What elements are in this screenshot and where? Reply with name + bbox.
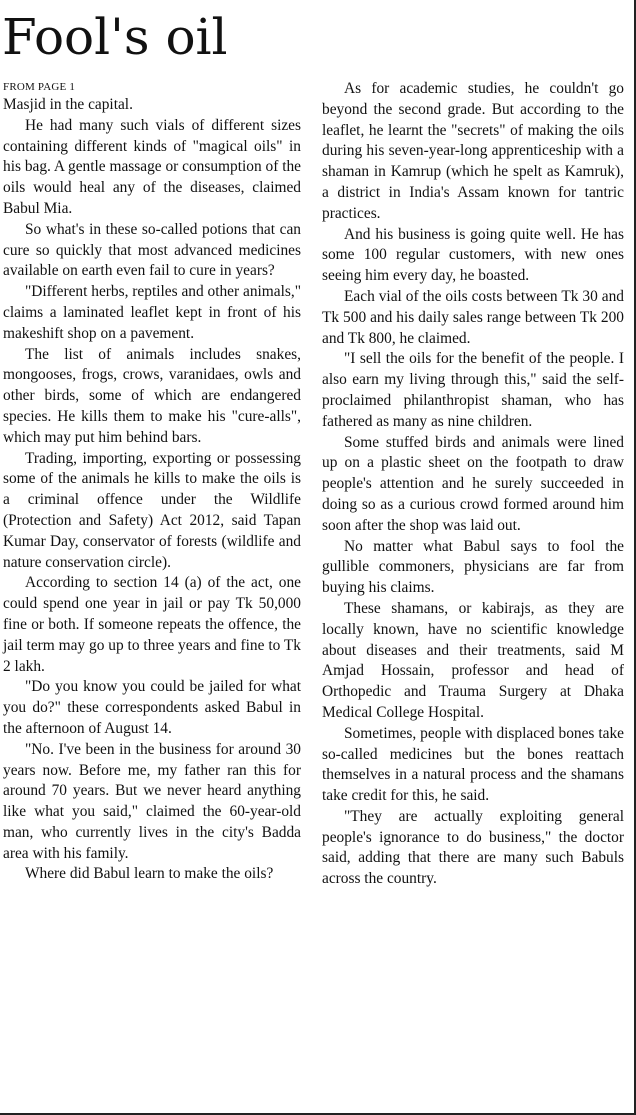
headline: Fool's oil (2, 8, 228, 66)
continuation-kicker: FROM PAGE 1 (3, 81, 76, 93)
paragraph: Where did Babul learn to make the oils? (25, 865, 274, 883)
paragraph: "Do you know you could be jailed for what you do?" these correspondents asked Babul in the afternoon of August 14. (3, 678, 301, 737)
paragraph: Some stuffed birds and animals were lined up on a plastic sheet on the footpath to draw people's attention and he surely succeeded in doing so as a curious crowd formed around him soon after the shop was laid out. (322, 433, 624, 534)
left-column (3, 95, 301, 885)
paragraph: These shamans, or kabirajs, as they are locally known, have no scientific knowledge about diseases and their treatments, said M Amjad Hossain, professor and head of Orthopedic and Trauma Surgery at Dhaka Medical College Hospital. (322, 599, 624, 721)
paragraph: And his business is going quite well. He has some 100 regular customers, with new ones seeing him every day, he boasted. (322, 225, 624, 285)
paragraph: Masjid in the capital. (3, 96, 133, 113)
paragraph: So what's in these so-called potions that can cure so quickly that most advanced medicines available on earth even fail to cure in years? (3, 220, 301, 280)
paragraph: According to section 14 (a) of the act, one could spend one year in jail or pay Tk 50,000 fine or both. If someone repeats the offence, the jail term may go up to three years and fine to Tk 2 lakh. (3, 574, 301, 675)
paragraph: The list of animals includes snakes, mongooses, frogs, crows, varanidaes, owls and other birds, some of which are endangered species. He kills them to make his "cure-alls", which may put him behind bars. (3, 345, 301, 446)
paragraph: No matter what Babul says to fool the gullible commoners, physicians are far from buying his claims. (322, 537, 624, 597)
paragraph: As for academic studies, he couldn't go beyond the second grade. But according to the leaflet, he learnt the "secrets" of making the oils during his seven-year-long apprenticeship with a shaman in Kamrup (which he spelt as Kamruk), a district in India's Assam known for tantric practices. (322, 80, 624, 222)
paragraph: He had many such vials of different sizes containing different kinds of "magical oils" in his bag. A gentle massage or consumption of the oils would heal any of the diseases, claimed Babul Mia. (3, 116, 301, 217)
paragraph: "I sell the oils for the benefit of the people. I also earn my living through this," said the self-proclaimed philanthropist shaman, who has fathered as many as nine children. (322, 350, 624, 430)
paragraph: "Different herbs, reptiles and other animals," claims a laminated leaflet kept in front of his makeshift shop on a pavement. (3, 283, 301, 342)
right-column (322, 79, 624, 890)
paragraph: "No. I've been in the business for around 30 years now. Before me, my father ran this for around 70 years. But we never heard anything like what you said," claimed the 60-year-old man, who currently lives in the city's Badda area with his family. (3, 740, 301, 862)
paragraph: "They are actually exploiting general people's ignorance to do business," the doctor said, adding that there are many such Babuls across the country. (322, 807, 624, 888)
paragraph: Each vial of the oils costs between Tk 30 and Tk 500 and his daily sales range between Tk 200 and Tk 800, he claimed. (322, 287, 624, 347)
paragraph: Trading, importing, exporting or possessing some of the animals he kills to make the oils is a criminal offence under the Wildlife (Protection and Safety) Act 2012, said Tapan Kumar Day, conservator of forests (wildlife and nature conservation circle). (3, 449, 301, 571)
paragraph: Sometimes, people with displaced bones take so-called medicines but the bones reattach themselves in a natural process and the shamans take credit for this, he said. (322, 724, 624, 805)
